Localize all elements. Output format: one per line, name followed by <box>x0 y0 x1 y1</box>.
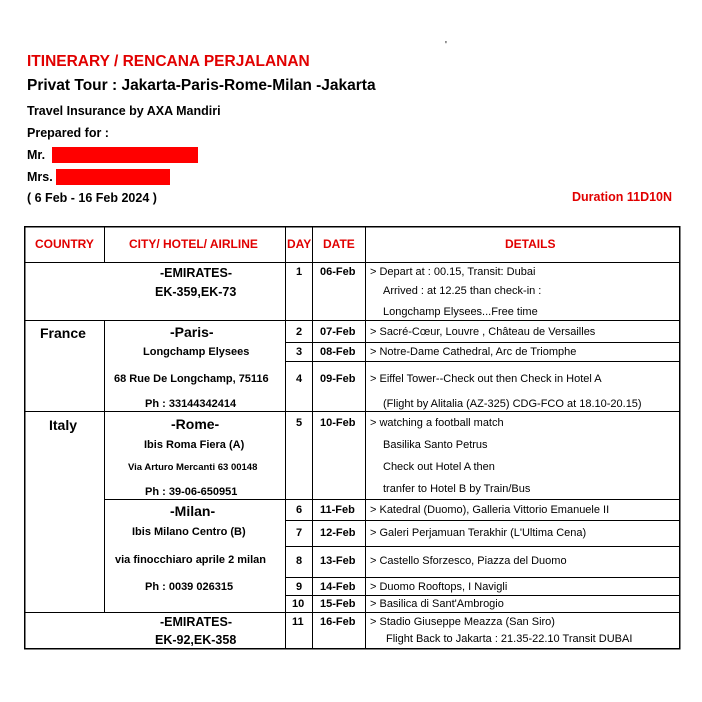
day-date: 12-Feb <box>320 527 356 539</box>
day-number: 2 <box>296 326 303 338</box>
address-rome: Via Arturo Mercanti 63 00148 <box>128 462 258 473</box>
city-rome: -Rome- <box>171 416 220 432</box>
day-date: 16-Feb <box>320 616 356 628</box>
day-number: 10 <box>292 598 305 610</box>
day-date: 14-Feb <box>320 581 356 593</box>
detail-line: > Notre-Dame Cathedral, Arc de Triomphe <box>370 346 577 358</box>
trip-dates: ( 6 Feb - 16 Feb 2024 ) <box>27 191 157 205</box>
detail-line: Longchamp Elysees...Free time <box>383 306 538 318</box>
col-header-day: DAY <box>287 237 312 251</box>
insurance-note: Travel Insurance by AXA Mandiri <box>27 104 221 118</box>
trip-duration: Duration 11D10N <box>572 190 673 204</box>
detail-line: > Katedral (Duomo), Galleria Vittorio Emanuele II <box>370 504 610 516</box>
address-paris: 68 Rue De Longchamp, 75116 <box>114 373 269 385</box>
detail-line: tranfer to Hotel B by Train/Bus <box>383 483 531 495</box>
day-number: 8 <box>296 555 303 567</box>
tour-subtitle: Privat Tour : Jakarta-Paris-Rome-Milan -Jakarta <box>27 77 376 94</box>
phone-rome: Ph : 39-06-650951 <box>145 486 238 498</box>
day-number: 5 <box>296 417 303 429</box>
prepared-for-label: Prepared for : <box>27 126 109 140</box>
detail-line: Check out Hotel A then <box>383 461 495 473</box>
city-milan: -Milan- <box>170 503 216 519</box>
detail-line: > Basilica di Sant'Ambrogio <box>370 598 504 610</box>
hotel-milan: Ibis Milano Centro (B) <box>132 526 246 538</box>
day-number: 4 <box>296 373 303 385</box>
col-header-date: DATE <box>323 237 355 251</box>
day-date: 08-Feb <box>320 346 356 358</box>
day-number: 1 <box>296 266 303 278</box>
day-date: 09-Feb <box>320 373 356 385</box>
country-france: France <box>40 325 86 341</box>
page-title: ITINERARY / RENCANA PERJALANAN <box>27 53 310 70</box>
day-number: 9 <box>296 581 303 593</box>
day-date: 06-Feb <box>320 266 356 278</box>
detail-line: > Galeri Perjamuan Terakhir (L'Ultima Cena) <box>370 527 587 539</box>
mrs-label: Mrs. <box>27 170 53 184</box>
city-paris: -Paris- <box>170 324 214 340</box>
outbound-flights: EK-359,EK-73 <box>155 285 237 299</box>
hotel-rome: Ibis Roma Fiera (A) <box>144 439 245 451</box>
detail-line: > Stadio Giuseppe Meazza (San Siro) <box>370 616 555 628</box>
detail-line: > Depart at : 00.15, Transit: Dubai <box>370 266 536 278</box>
hotel-paris: Longchamp Elysees <box>143 346 250 358</box>
day-number: 3 <box>296 346 303 358</box>
outbound-airline: -EMIRATES- <box>160 266 232 280</box>
col-header-details: DETAILS <box>505 237 556 251</box>
day-number: 11 <box>292 616 304 628</box>
detail-line: > Duomo Rooftops, I Navigli <box>370 581 508 593</box>
day-number: 6 <box>296 504 303 516</box>
detail-line: > Castello Sforzesco, Piazza del Duomo <box>370 555 567 567</box>
day-date: 07-Feb <box>320 326 356 338</box>
day-date: 13-Feb <box>320 555 356 567</box>
mr-label: Mr. <box>27 148 46 162</box>
day-date: 11-Feb <box>320 504 355 516</box>
day-date: 10-Feb <box>320 417 356 429</box>
detail-line: > Eiffel Tower--Check out then Check in Hotel A <box>370 373 602 385</box>
detail-line: > watching a football match <box>370 417 504 429</box>
detail-line: (Flight by Alitalia (AZ-325) CDG-FCO at 18.10-20.15) <box>383 398 642 410</box>
col-header-country: COUNTRY <box>35 237 94 251</box>
day-date: 15-Feb <box>320 598 356 610</box>
phone-milan: Ph : 0039 026315 <box>145 581 234 593</box>
address-milan: via finocchiaro aprile 2 milan <box>115 554 266 566</box>
col-header-city-hotel-airline: CITY/ HOTEL/ AIRLINE <box>129 237 258 251</box>
return-flights: EK-92,EK-358 <box>155 633 237 647</box>
day-number: 7 <box>296 527 303 539</box>
detail-line: Flight Back to Jakarta : 21.35-22.10 Transit DUBAI <box>386 633 633 645</box>
country-italy: Italy <box>49 417 78 433</box>
detail-line: Basilika Santo Petrus <box>383 439 488 451</box>
detail-line: Arrived : at 12.25 than check-in : <box>383 285 542 297</box>
detail-line: > Sacré-Cœur, Louvre , Château de Versailles <box>370 326 596 338</box>
stray-mark: ' <box>445 40 447 51</box>
phone-paris: Ph : 33144342414 <box>145 398 237 410</box>
return-airline: -EMIRATES- <box>160 615 232 629</box>
